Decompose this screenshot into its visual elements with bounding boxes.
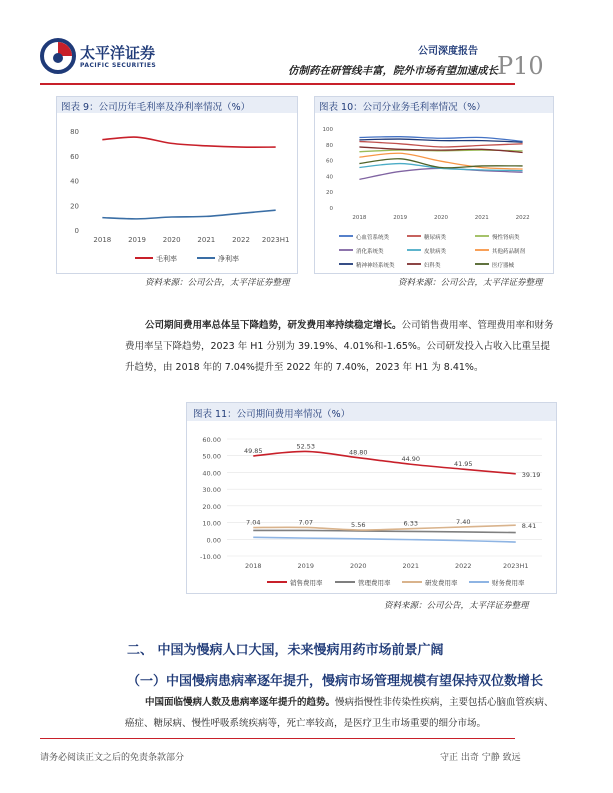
report-subtitle: 仿制药在研管线丰富，院外市场有望加速成长 — [288, 65, 498, 77]
logo-en: PACIFIC SECURITIES — [80, 62, 157, 69]
fig10-legend-label: 慢性肾病类 — [492, 235, 520, 241]
fig9-x-tick-label: 2022 — [232, 236, 250, 244]
fig10-series-line-8 — [359, 147, 522, 153]
figure-9-chart — [57, 113, 297, 273]
figure-11-source: 资料来源：公司公告，太平洋证券整理 — [384, 601, 529, 611]
paragraph-chronic-disease-body: 慢病指慢性非传染性疾病，主要包括心脑血管疾病、癌症、糖尿病、慢性呼吸系统疾病等，死亡率较高，是医疗卫生市场重要的细分市场。 — [125, 697, 554, 729]
section-subheading: （一）中国慢病患病率逐年提升，慢病市场管理规模有望保持双位数增长 — [127, 674, 544, 689]
figure-9 — [56, 96, 298, 274]
logo-cn: 太平洋证券 — [80, 44, 156, 62]
paragraph-chronic-disease — [125, 692, 555, 734]
logo-mark — [40, 38, 76, 74]
fig9-x-tick-label: 2021 — [197, 236, 216, 244]
fig11-data-label: 41.95 — [453, 460, 473, 469]
fig11-data-label: 6.33 — [403, 519, 418, 528]
fig11-x-tick-label: 2020 — [349, 562, 367, 570]
fig10-x-tick-label: 2021 — [474, 215, 489, 221]
fig10-y-tick-label: 100 — [322, 127, 333, 133]
fig11-y-tick-label: 30.00 — [202, 486, 221, 495]
fig11-legend-label: 研发费用率 — [425, 579, 458, 587]
fig9-y-tick-label: 60 — [70, 152, 79, 161]
fig11-series-line-2 — [253, 530, 516, 532]
fig11-legend-label: 管理费用率 — [358, 579, 391, 587]
figure-11 — [186, 402, 557, 594]
fig11-x-tick-label: 2019 — [297, 562, 315, 570]
figure-11-title: 图表 11：公司期间费用率情况（%） — [187, 403, 556, 421]
fig11-data-label: 7.04 — [246, 518, 261, 527]
fig11-y-tick-label: 0.00 — [206, 536, 221, 545]
fig9-x-tick-label: 2018 — [93, 236, 112, 244]
fig9-y-tick-label: 0 — [74, 227, 79, 235]
fig9-y-tick-label: 40 — [70, 177, 79, 186]
figure-10-chart — [315, 113, 553, 273]
fig11-y-tick-label: 20.00 — [202, 502, 221, 511]
fig10-series-line-2 — [359, 141, 522, 147]
fig11-y-tick-label: 60.00 — [202, 436, 221, 444]
fig11-data-label: 44.90 — [401, 455, 421, 464]
fig10-legend-label: 心血管系统类 — [356, 235, 390, 241]
fig11-series-line-3 — [253, 525, 516, 530]
fig11-data-label: 52.53 — [296, 442, 316, 451]
fig9-series-line-1 — [102, 137, 275, 147]
fig9-legend-label: 毛利率 — [156, 255, 177, 263]
fig10-y-tick-label: 40 — [326, 174, 333, 181]
fig11-data-label: 5.56 — [351, 520, 366, 529]
fig11-y-tick-label: -10.00 — [200, 553, 221, 561]
fig11-legend-label: 销售费用率 — [290, 579, 323, 587]
fig11-data-label: 49.85 — [243, 446, 263, 455]
footer-disclaimer: 请务必阅读正文之后的免责条款部分 — [40, 753, 185, 763]
fig9-x-tick-label: 2019 — [128, 236, 146, 244]
figure-10 — [314, 96, 554, 274]
figure-10-source: 资料来源：公司公告，太平洋证券整理 — [398, 278, 543, 288]
fig11-series-line-4 — [253, 537, 516, 542]
paragraph-expense-ratio-lead: 公司期间费用率总体呈下降趋势，研发费用率持续稳定增长。 — [145, 320, 402, 331]
report-type: 公司深度报告 — [418, 46, 478, 57]
fig10-x-tick-label: 2020 — [434, 215, 448, 221]
fig11-data-label: 7.07 — [298, 518, 313, 527]
paragraph-chronic-disease-lead: 中国面临慢病人数及患病率逐年提升的趋势。 — [145, 697, 336, 708]
fig9-legend-label: 净利率 — [218, 255, 239, 263]
fig10-x-tick-label: 2022 — [515, 215, 530, 221]
fig10-legend-label: 消化系统类 — [356, 249, 384, 255]
fig11-x-tick-label: 2022 — [454, 562, 472, 570]
page-number: P10 — [497, 52, 544, 80]
fig11-series-line-1 — [253, 448, 516, 473]
fig10-x-tick-label: 2019 — [393, 215, 408, 221]
fig10-series-line-6 — [359, 153, 522, 169]
paragraph-expense-ratio-body: 公司销售费用率、管理费用率和财务费用率呈下降趋势，2023 年 H1 分别为 39.19%、4.01%和-1.65%。公司研发投入占收入比重呈提升趋势，由 2018 年的 7.04%提升至 2022 年的 7.40%，2023 年 H1 为 8.41%。 — [125, 320, 554, 373]
fig9-x-tick-label: 2023H1 — [261, 236, 290, 244]
fig11-legend-label: 财务费用率 — [492, 579, 525, 587]
fig10-legend-label: 妇科类 — [424, 263, 441, 269]
fig11-x-tick-label: 2021 — [402, 562, 420, 570]
fig9-series-line-2 — [102, 210, 275, 219]
fig11-x-tick-label: 2023H1 — [502, 562, 529, 570]
fig10-legend-label: 糖尿病类 — [424, 235, 447, 241]
fig10-y-tick-label: 0 — [329, 206, 333, 212]
fig9-y-tick-label: 20 — [70, 202, 79, 211]
fig10-legend-label: 皮肤病类 — [424, 249, 447, 255]
fig10-series-line-7 — [359, 139, 522, 142]
fig10-x-tick-label: 2018 — [352, 215, 367, 221]
fig11-y-tick-label: 50.00 — [202, 452, 221, 461]
footer-divider — [40, 738, 515, 739]
figure-11-chart — [187, 421, 556, 593]
header-divider — [40, 83, 515, 85]
fig10-legend-label: 精神神经系统类 — [356, 263, 395, 269]
paragraph-expense-ratio — [125, 315, 555, 378]
fig11-data-label: 8.41 — [521, 522, 537, 531]
fig10-legend-label: 其他药品制剂 — [492, 249, 526, 255]
fig11-x-tick-label: 2018 — [244, 562, 262, 570]
fig11-y-tick-label: 40.00 — [202, 469, 221, 478]
fig9-x-tick-label: 2020 — [162, 236, 181, 244]
footer-motto: 守正 出奇 宁静 致远 — [440, 753, 521, 763]
fig10-legend-label: 医疗器械 — [492, 263, 515, 269]
company-logo — [40, 36, 160, 76]
fig11-data-label: 7.40 — [456, 517, 471, 526]
fig10-y-tick-label: 60 — [326, 158, 333, 165]
fig9-y-tick-label: 80 — [70, 128, 79, 136]
section-heading: 二、 中国为慢病人口大国，未来慢病用药市场前景广阔 — [127, 643, 444, 658]
figure-10-title: 图表 10：公司分业务毛利率情况（%） — [315, 97, 553, 113]
fig10-y-tick-label: 80 — [326, 142, 333, 149]
fig11-data-label: 48.80 — [348, 448, 368, 457]
fig10-series-line-9 — [359, 159, 522, 168]
figure-9-source: 资料来源：公司公告，太平洋证券整理 — [145, 278, 290, 288]
figure-9-title: 图表 9：公司历年毛利率及净利率情况（%） — [57, 97, 297, 113]
fig10-y-tick-label: 20 — [326, 190, 333, 197]
fig11-y-tick-label: 10.00 — [202, 519, 221, 528]
fig11-data-label: 39.19 — [521, 470, 541, 479]
